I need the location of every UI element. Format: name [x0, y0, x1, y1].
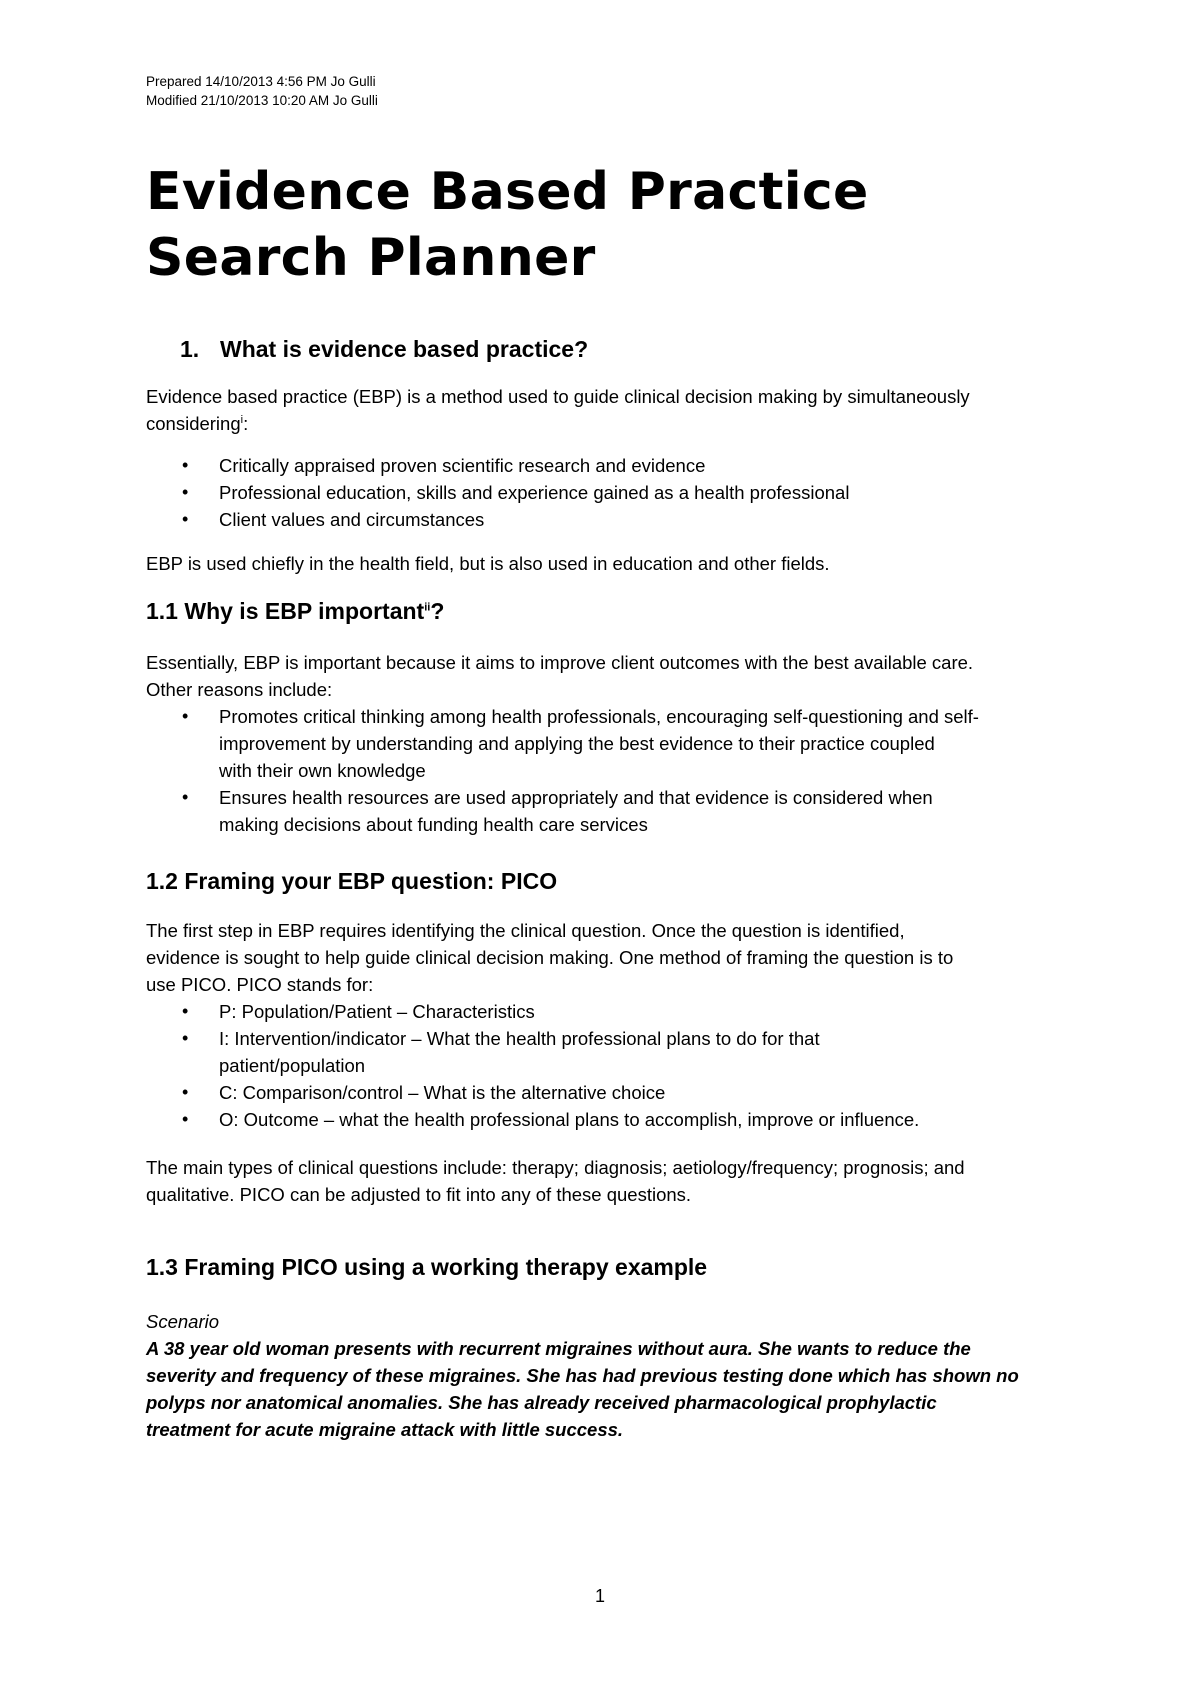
section-1-heading	[146, 334, 1066, 364]
list-item	[146, 452, 1066, 479]
section-1-3-heading: 1.3 Framing PICO using a working therapy example	[146, 1254, 708, 1280]
intro-colon: :	[243, 413, 249, 434]
document-title	[146, 159, 1066, 291]
page-content	[146, 72, 1066, 1443]
section-1-closing: EBP is used chiefly in the health field, but is also used in education and other fields.	[146, 553, 830, 574]
list-item-text: Client values and circumstances	[219, 509, 485, 530]
list-item-line: making decisions about funding health care services	[219, 814, 648, 835]
section-1-1-heading-end: ?	[430, 598, 445, 624]
section-1-1-line-2: Other reasons include:	[146, 679, 333, 700]
prepared-line: Prepared 14/10/2013 4:56 PM Jo Gulli	[146, 74, 376, 89]
page-number: 1	[594, 1586, 605, 1606]
section-1-intro-line-2	[146, 410, 1066, 437]
document-metadata	[146, 72, 1066, 110]
section-1-1-line-1: Essentially, EBP is important because it aims to improve client outcomes with the best available care.	[146, 652, 974, 673]
list-item	[146, 703, 1066, 784]
section-1-1-heading-text: 1.1 Why is EBP important	[146, 598, 425, 624]
scenario-label: Scenario	[146, 1311, 220, 1332]
list-item-line: I: Intervention/indicator – What the health professional plans to do for that	[219, 1028, 820, 1049]
section-1-1-heading	[146, 596, 1066, 626]
footnote-ref-ii: ii	[424, 601, 431, 614]
pico-item-o	[146, 1106, 1066, 1133]
list-item-line: O: Outcome – what the health professional plans to accomplish, improve or influence.	[219, 1109, 920, 1130]
section-1-heading-text: What is evidence based practice?	[220, 336, 589, 362]
list-item-line: Ensures health resources are used appropriately and that evidence is considered when	[219, 787, 933, 808]
scenario-line: polyps nor anatomical anomalies. She has already received pharmacological prophylactic	[146, 1392, 937, 1413]
bullet-icon: •	[182, 455, 189, 475]
list-item-line: with their own knowledge	[219, 760, 426, 781]
bullet-icon: •	[182, 787, 189, 807]
section-1-2-heading: 1.2 Framing your EBP question: PICO	[146, 868, 558, 894]
section-1-bullet-list	[146, 452, 1066, 533]
section-1-2-closing-line-1: The main types of clinical questions include: therapy; diagnosis; aetiology/frequency; prognosis; and	[146, 1157, 965, 1178]
section-1-number: 1.	[180, 336, 200, 362]
pico-item-p	[146, 998, 1066, 1025]
section-1-2-closing	[146, 1154, 1066, 1208]
scenario-line: severity and frequency of these migraines. She has had previous testing done which has shown no	[146, 1365, 1019, 1386]
section-1-2-line-3: use PICO. PICO stands for:	[146, 974, 374, 995]
list-item-line: C: Comparison/control – What is the alternative choice	[219, 1082, 666, 1103]
list-item-line: Promotes critical thinking among health professionals, encouraging self-questioning and self-	[219, 706, 979, 727]
considering-text: considering	[146, 413, 241, 434]
modified-line: Modified 21/10/2013 10:20 AM Jo Gulli	[146, 93, 378, 108]
bullet-icon: •	[182, 706, 189, 726]
scenario-text	[146, 1335, 1066, 1443]
title-line-2: Search Planner	[146, 228, 596, 288]
footnote-ref-i: i	[240, 413, 244, 426]
bullet-icon: •	[182, 1028, 189, 1048]
section-1-1-paragraph	[146, 649, 1066, 703]
pico-list	[146, 998, 1066, 1133]
list-item-text: Critically appraised proven scientific research and evidence	[219, 455, 706, 476]
list-item-line: P: Population/Patient – Characteristics	[219, 1001, 535, 1022]
list-item	[146, 479, 1066, 506]
bullet-icon: •	[182, 1082, 189, 1102]
section-1-1-bullet-list	[146, 703, 1066, 838]
scenario-line: A 38 year old woman presents with recurrent migraines without aura. She wants to reduce the	[146, 1338, 971, 1359]
bullet-icon: •	[182, 1001, 189, 1021]
list-item	[146, 784, 1066, 838]
list-item-line: patient/population	[219, 1055, 366, 1076]
bullet-icon: •	[182, 509, 189, 529]
bullet-icon: •	[182, 482, 189, 502]
section-1-2-line-1: The first step in EBP requires identifying the clinical question. Once the question is identified,	[146, 920, 905, 941]
list-item-text: Professional education, skills and experience gained as a health professional	[219, 482, 850, 503]
bullet-icon: •	[182, 1109, 189, 1129]
section-1-2-closing-line-2: qualitative. PICO can be adjusted to fit into any of these questions.	[146, 1184, 692, 1205]
scenario-line: treatment for acute migraine attack with little success.	[146, 1419, 624, 1440]
list-item-line: improvement by understanding and applying the best evidence to their practice coupled	[219, 733, 935, 754]
section-1-2-line-2: evidence is sought to help guide clinical decision making. One method of framing the question is to	[146, 947, 954, 968]
pico-item-i	[146, 1025, 1066, 1079]
section-1-intro-line-1: Evidence based practice (EBP) is a method used to guide clinical decision making by simultaneously	[146, 386, 970, 407]
section-1-2-paragraph	[146, 917, 1066, 998]
list-item	[146, 506, 1066, 533]
pico-item-c	[146, 1079, 1066, 1106]
title-line-1: Evidence Based Practice	[146, 162, 869, 222]
section-1-intro	[146, 383, 1066, 437]
